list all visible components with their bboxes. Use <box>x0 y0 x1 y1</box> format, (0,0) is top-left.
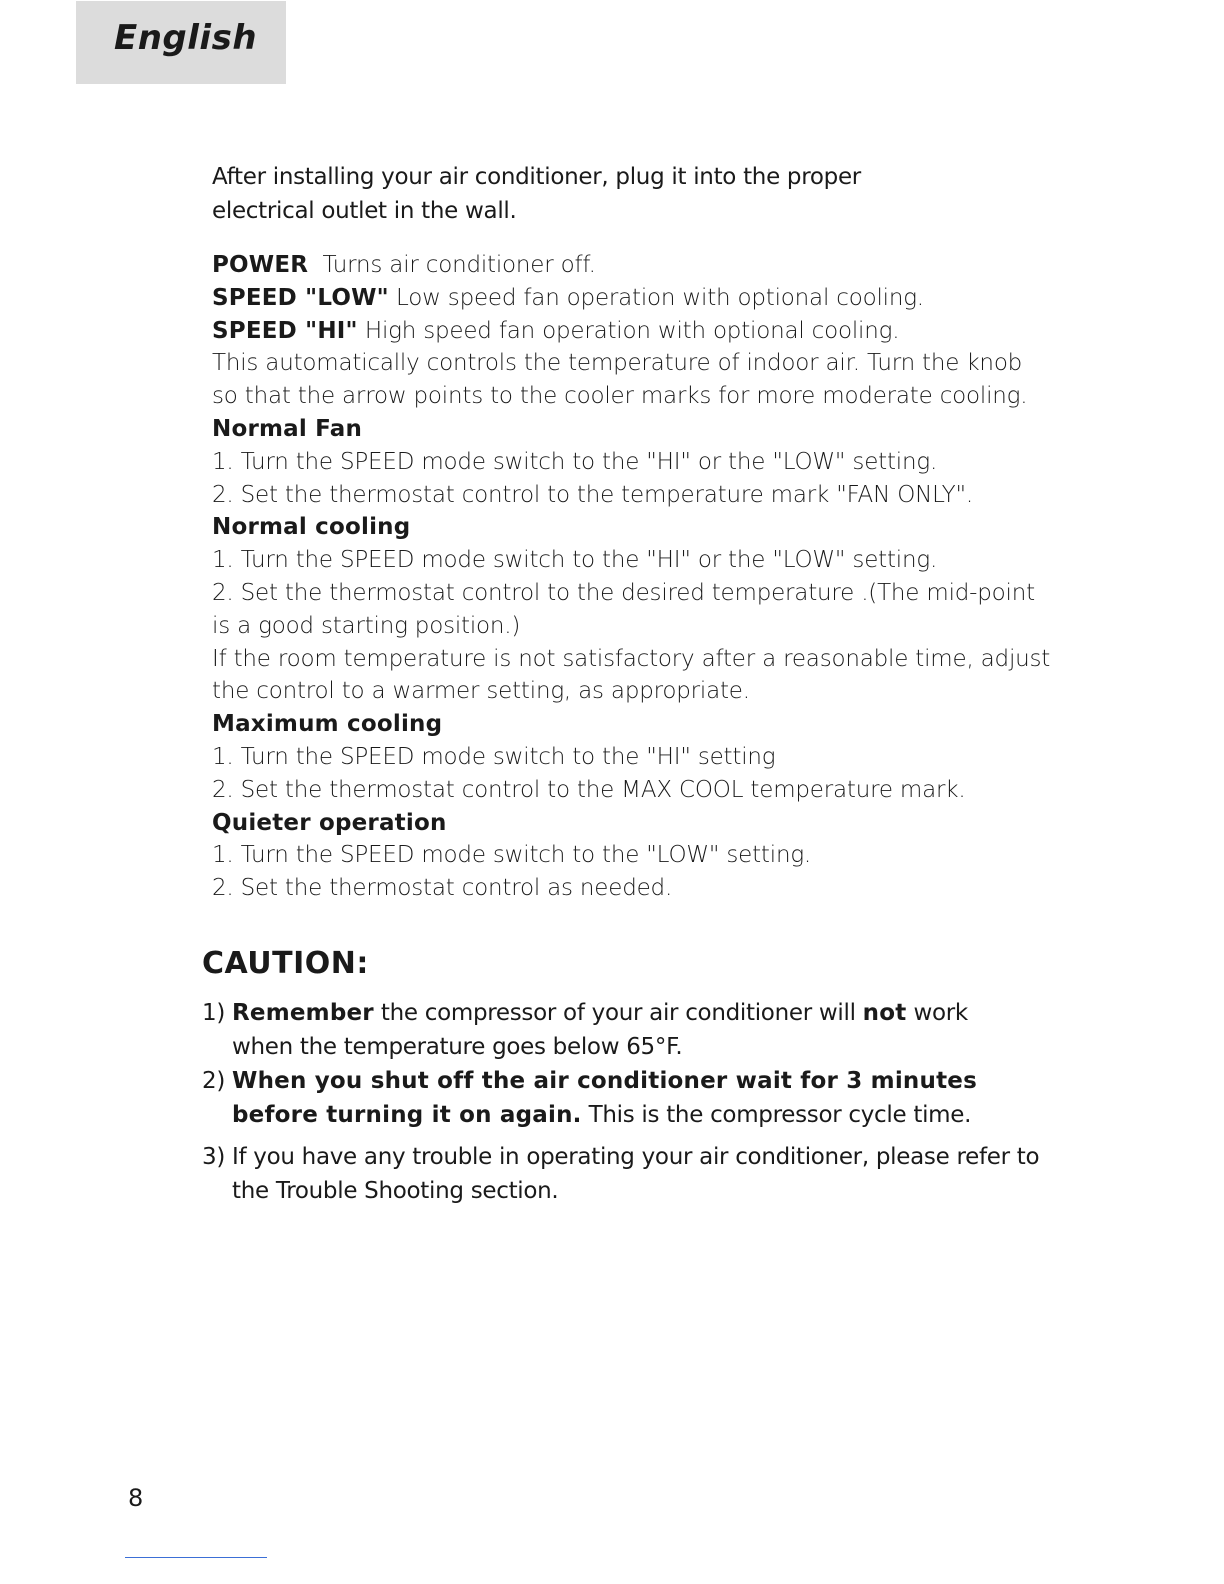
footer-divider <box>125 1557 267 1558</box>
caution-item-1-text-2: work <box>906 1000 968 1026</box>
intro-line-2: electrical outlet in the wall. <box>212 198 517 224</box>
caution-heading: CAUTION: <box>202 946 369 981</box>
quieter-operation-step-1: 1. Turn the SPEED mode switch to the "LOW" setting. <box>212 842 812 869</box>
caution-list <box>202 996 1122 1208</box>
controls-description <box>212 249 1112 905</box>
normal-cooling-step-2-line-1: 2. Set the thermostat control to the desired temperature .(The mid-point <box>212 579 1035 606</box>
caution-item-1-bold-not: not <box>862 1000 907 1026</box>
caution-item-2-line-2 <box>232 1098 1122 1132</box>
quieter-operation-step-2: 2. Set the thermostat control as needed. <box>212 875 673 902</box>
caution-item-1-bold-remember: Remember <box>232 1000 374 1026</box>
caution-item-3-line-1: If you have any trouble in operating your air conditioner, please refer to <box>232 1144 1040 1170</box>
caution-item-2-line-1 <box>232 1064 1122 1098</box>
caution-item-2-bold-line-1: When you shut off the air conditioner wait for 3 minutes <box>232 1068 977 1094</box>
maximum-cooling-step-2: 2. Set the thermostat control to the MAX COOL temperature mark. <box>212 776 966 803</box>
caution-item-1-text-1: the compressor of your air conditioner will <box>373 1000 863 1026</box>
power-label: POWER <box>212 252 309 278</box>
caution-item-2-text: This is the compressor cycle time. <box>581 1102 972 1128</box>
page-number: 8 <box>128 1484 144 1512</box>
speed-hi-text: High speed fan operation with optional cooling. <box>364 317 900 344</box>
caution-item-1 <box>202 996 1122 1064</box>
normal-cooling-step-2-line-2: is a good starting position.) <box>212 612 521 639</box>
section-title-quieter-operation <box>212 807 1112 840</box>
normal-cooling-note-line-2: the control to a warmer setting, as appropriate. <box>212 678 750 705</box>
language-tab-label: English <box>114 18 258 58</box>
language-tab <box>76 1 286 84</box>
maximum-cooling-title: Maximum cooling <box>212 711 443 738</box>
normal-cooling-note-line-1: If the room temperature is not satisfactory after a reasonable time, adjust <box>212 645 1051 672</box>
caution-item-2-number: 2) <box>202 1068 226 1094</box>
intro-line-1: After installing your air conditioner, plug it into the proper <box>212 164 861 190</box>
normal-fan-step-1: 1. Turn the SPEED mode switch to the "HI" or the "LOW" setting. <box>212 448 938 475</box>
caution-item-2-bold-line-2: before turning it on again. <box>232 1102 582 1128</box>
caution-item-3-number: 3) <box>202 1144 226 1170</box>
normal-cooling-title: Normal cooling <box>212 514 411 541</box>
normal-cooling-step-1: 1. Turn the SPEED mode switch to the "HI" or the "LOW" setting. <box>212 547 938 574</box>
caution-item-1-line-1 <box>232 996 1122 1030</box>
normal-fan-step-2: 2. Set the thermostat control to the temperature mark "FAN ONLY". <box>212 481 974 508</box>
thermostat-line-2: so that the arrow points to the cooler marks for more moderate cooling. <box>212 383 1028 410</box>
section-title-maximum-cooling <box>212 708 1112 741</box>
speed-low-label: SPEED "LOW" <box>212 284 389 311</box>
caution-item-2 <box>202 1064 1122 1132</box>
power-text: Turns air conditioner off. <box>322 252 596 278</box>
speed-low-line <box>212 282 1112 315</box>
quieter-operation-title: Quieter operation <box>212 809 447 836</box>
thermostat-line-1: This automatically controls the temperature of indoor air. Turn the knob <box>212 350 1023 377</box>
speed-hi-label: SPEED "HI" <box>212 317 358 344</box>
caution-item-1-line-2: when the temperature goes below 65°F. <box>232 1034 683 1060</box>
normal-fan-title: Normal Fan <box>212 415 363 442</box>
speed-low-text: Low speed fan operation with optional cooling. <box>396 284 924 311</box>
power-line <box>212 249 1112 282</box>
speed-hi-line <box>212 315 1112 348</box>
caution-item-3-line-2: the Trouble Shooting section. <box>232 1178 559 1204</box>
section-title-normal-cooling <box>212 511 1112 544</box>
caution-item-1-number: 1) <box>202 1000 226 1026</box>
maximum-cooling-step-1: 1. Turn the SPEED mode switch to the "HI" setting <box>212 743 776 770</box>
intro-paragraph <box>212 160 912 228</box>
caution-item-3 <box>202 1140 1122 1208</box>
section-title-normal-fan <box>212 413 1112 446</box>
